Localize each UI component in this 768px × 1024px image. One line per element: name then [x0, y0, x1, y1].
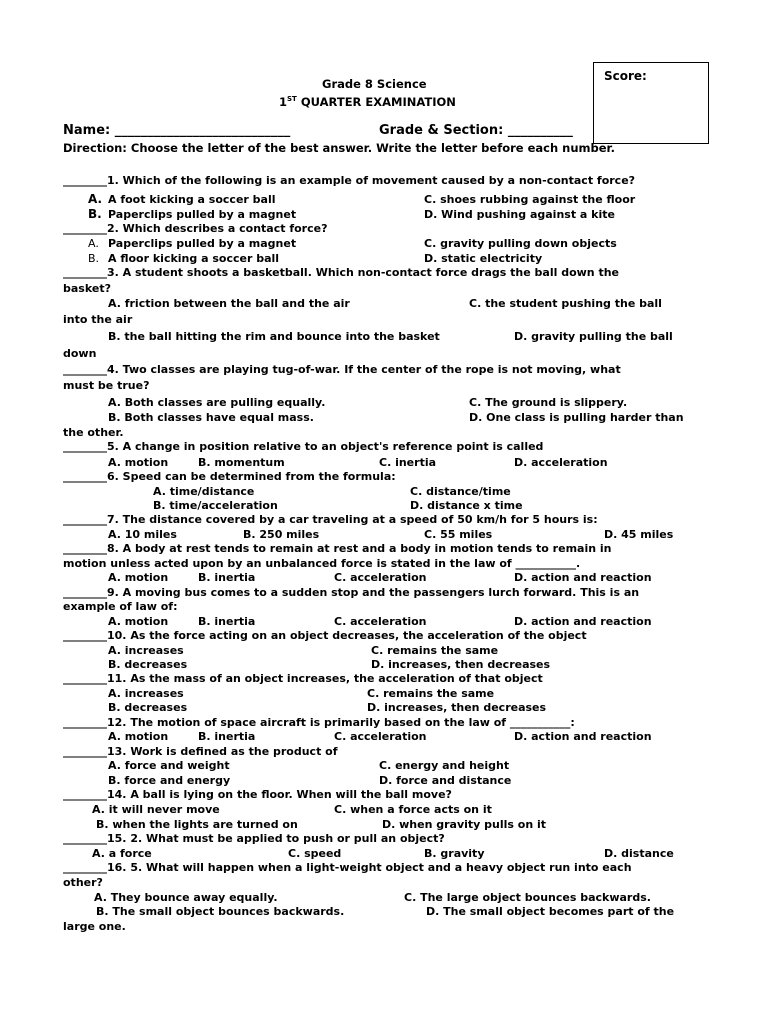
q16-option-a[interactable]: A. They bounce away equally.	[94, 891, 278, 904]
q9-option-c[interactable]: C. acceleration	[334, 615, 427, 628]
q15-option-b[interactable]: B. gravity	[424, 847, 485, 860]
q7-option-a[interactable]: A. 10 miles	[108, 528, 177, 541]
question-3-stem-cont: basket?	[63, 282, 111, 295]
score-label: Score:	[604, 69, 647, 83]
q5-option-d[interactable]: D. acceleration	[514, 456, 608, 469]
q2-option-a-letter[interactable]: A.	[88, 237, 99, 250]
q8-option-c[interactable]: C. acceleration	[334, 571, 427, 584]
q6-option-a[interactable]: A. time/distance	[153, 485, 255, 498]
q3-option-d[interactable]: D. gravity pulling the ball	[514, 330, 673, 343]
q7-option-c[interactable]: C. 55 miles	[424, 528, 493, 541]
name-field[interactable]: Name: ___________________________	[63, 123, 291, 138]
q7-option-d[interactable]: D. 45 miles	[604, 528, 674, 541]
q11-option-a[interactable]: A. increases	[108, 687, 184, 700]
question-16-stem: ________16. 5. What will happen when a light-weight object and a heavy object run into each	[63, 861, 632, 874]
q3-option-c[interactable]: C. the student pushing the ball	[469, 297, 662, 310]
q11-option-c[interactable]: C. remains the same	[367, 687, 495, 700]
q10-option-c[interactable]: C. remains the same	[371, 644, 499, 657]
q9-option-b[interactable]: B. inertia	[198, 615, 256, 628]
q14-option-a[interactable]: A. it will never move	[92, 803, 220, 816]
q2-option-b[interactable]: A floor kicking a soccer ball	[108, 252, 280, 265]
q1-option-a-letter[interactable]: A.	[88, 192, 103, 206]
question-6-stem: ________6. Speed can be determined from the formula:	[63, 470, 396, 483]
q16-option-d-cont: large one.	[63, 920, 126, 933]
q13-option-b[interactable]: B. force and energy	[108, 774, 231, 787]
score-box[interactable]	[593, 62, 709, 144]
question-2-stem: ________2. Which describes a contact force?	[63, 222, 328, 235]
question-13-stem: ________13. Work is defined as the product of	[63, 745, 338, 758]
q13-option-c[interactable]: C. energy and height	[379, 759, 510, 772]
subject-title: Grade 8 Science	[322, 77, 427, 91]
question-15-stem: ________15. 2. What must be applied to push or pull an object?	[63, 832, 445, 845]
q16-option-d[interactable]: D. The small object becomes part of the	[426, 905, 675, 918]
q9-option-a[interactable]: A. motion	[108, 615, 169, 628]
exam-name: QUARTER EXAMINATION	[300, 94, 456, 109]
q4-option-d[interactable]: D. One class is pulling harder than	[469, 411, 684, 424]
q14-option-b[interactable]: B. when the lights are turned on	[96, 818, 298, 831]
q1-option-b[interactable]: Paperclips pulled by a magnet	[108, 208, 297, 221]
q11-option-d[interactable]: D. increases, then decreases	[367, 701, 547, 714]
q1-option-d[interactable]: D. Wind pushing against a kite	[424, 208, 615, 221]
q16-option-c[interactable]: C. The large object bounces backwards.	[404, 891, 651, 904]
q15-option-c[interactable]: C. speed	[288, 847, 342, 860]
q2-option-a[interactable]: Paperclips pulled by a magnet	[108, 237, 297, 250]
question-14-stem: ________14. A ball is lying on the floor. When will the ball move?	[63, 788, 452, 801]
question-5-stem: ________5. A change in position relative to an object's reference point is called	[63, 440, 544, 453]
q3-option-b[interactable]: B. the ball hitting the rim and bounce into the basket	[108, 330, 440, 343]
question-8-stem: ________8. A body at rest tends to remain at rest and a body in motion tends to remain in	[63, 542, 612, 555]
q4-option-a[interactable]: A. Both classes are pulling equally.	[108, 396, 326, 409]
question-4-stem: ________4. Two classes are playing tug-of-war. If the center of the rope is not moving, what	[63, 363, 621, 376]
q6-option-c[interactable]: C. distance/time	[410, 485, 511, 498]
exam-ordinal-suffix: ST	[287, 95, 297, 103]
q12-option-b[interactable]: B. inertia	[198, 730, 256, 743]
question-1-stem: ________1. Which of the following is an example of movement caused by a non-contact force?	[63, 174, 636, 187]
question-3-stem: ________3. A student shoots a basketball. Which non-contact force drags the ball down the	[63, 266, 620, 279]
q12-option-d[interactable]: D. action and reaction	[514, 730, 652, 743]
q6-option-b[interactable]: B. time/acceleration	[153, 499, 278, 512]
q14-option-c[interactable]: C. when a force acts on it	[334, 803, 492, 816]
q2-option-b-letter[interactable]: B.	[88, 252, 100, 265]
question-16-stem-cont: other?	[63, 876, 103, 889]
q10-option-a[interactable]: A. increases	[108, 644, 184, 657]
q3-option-a[interactable]: A. friction between the ball and the air	[108, 297, 350, 310]
question-4-stem-cont: must be true?	[63, 379, 150, 392]
q3-option-d-cont: down	[63, 347, 97, 360]
question-7-stem: ________7. The distance covered by a car traveling at a speed of 50 km/h for 5 hours is:	[63, 513, 598, 526]
q7-option-b[interactable]: B. 250 miles	[243, 528, 320, 541]
q15-option-a[interactable]: A. a force	[92, 847, 152, 860]
question-9-stem-cont: example of law of:	[63, 600, 178, 613]
q4-option-b[interactable]: B. Both classes have equal mass.	[108, 411, 314, 424]
q12-option-c[interactable]: C. acceleration	[334, 730, 427, 743]
q5-option-a[interactable]: A. motion	[108, 456, 169, 469]
grade-section-field[interactable]: Grade & Section: __________	[379, 123, 573, 138]
q8-option-a[interactable]: A. motion	[108, 571, 169, 584]
exam-ordinal: 1	[279, 94, 288, 109]
question-12-stem: ________12. The motion of space aircraft is primarily based on the law of ___________:	[63, 716, 575, 729]
q15-option-d[interactable]: D. distance	[604, 847, 674, 860]
q2-option-d[interactable]: D. static electricity	[424, 252, 543, 265]
question-10-stem: ________10. As the force acting on an object decreases, the acceleration of the object	[63, 629, 587, 642]
question-9-stem: ________9. A moving bus comes to a sudden stop and the passengers lurch forward. This is an	[63, 586, 640, 599]
q1-option-b-letter[interactable]: B.	[88, 207, 102, 221]
q6-option-d[interactable]: D. distance x time	[410, 499, 523, 512]
q2-option-c[interactable]: C. gravity pulling down objects	[424, 237, 617, 250]
q5-option-c[interactable]: C. inertia	[379, 456, 437, 469]
question-8-stem-cont: motion unless acted upon by an unbalanced force is stated in the law of ___________.	[63, 557, 581, 570]
q12-option-a[interactable]: A. motion	[108, 730, 169, 743]
q8-option-b[interactable]: B. inertia	[198, 571, 256, 584]
q10-option-b[interactable]: B. decreases	[108, 658, 188, 671]
q3-option-a-cont: into the air	[63, 313, 133, 326]
q16-option-b[interactable]: B. The small object bounces backwards.	[96, 905, 345, 918]
q11-option-b[interactable]: B. decreases	[108, 701, 188, 714]
q13-option-d[interactable]: D. force and distance	[379, 774, 512, 787]
q5-option-b[interactable]: B. momentum	[198, 456, 285, 469]
q13-option-a[interactable]: A. force and weight	[108, 759, 230, 772]
q1-option-a[interactable]: A foot kicking a soccer ball	[108, 193, 276, 206]
q4-option-d-cont: the other.	[63, 426, 124, 439]
directions: Direction: Choose the letter of the best answer. Write the letter before each number.	[63, 141, 615, 155]
q14-option-d[interactable]: D. when gravity pulls on it	[382, 818, 547, 831]
q8-option-d[interactable]: D. action and reaction	[514, 571, 652, 584]
q4-option-c[interactable]: C. The ground is slippery.	[469, 396, 628, 409]
q9-option-d[interactable]: D. action and reaction	[514, 615, 652, 628]
question-11-stem: ________11. As the mass of an object increases, the acceleration of that object	[63, 672, 543, 685]
exam-title	[279, 92, 456, 109]
q10-option-d[interactable]: D. increases, then decreases	[371, 658, 551, 671]
q1-option-c[interactable]: C. shoes rubbing against the floor	[424, 193, 636, 206]
